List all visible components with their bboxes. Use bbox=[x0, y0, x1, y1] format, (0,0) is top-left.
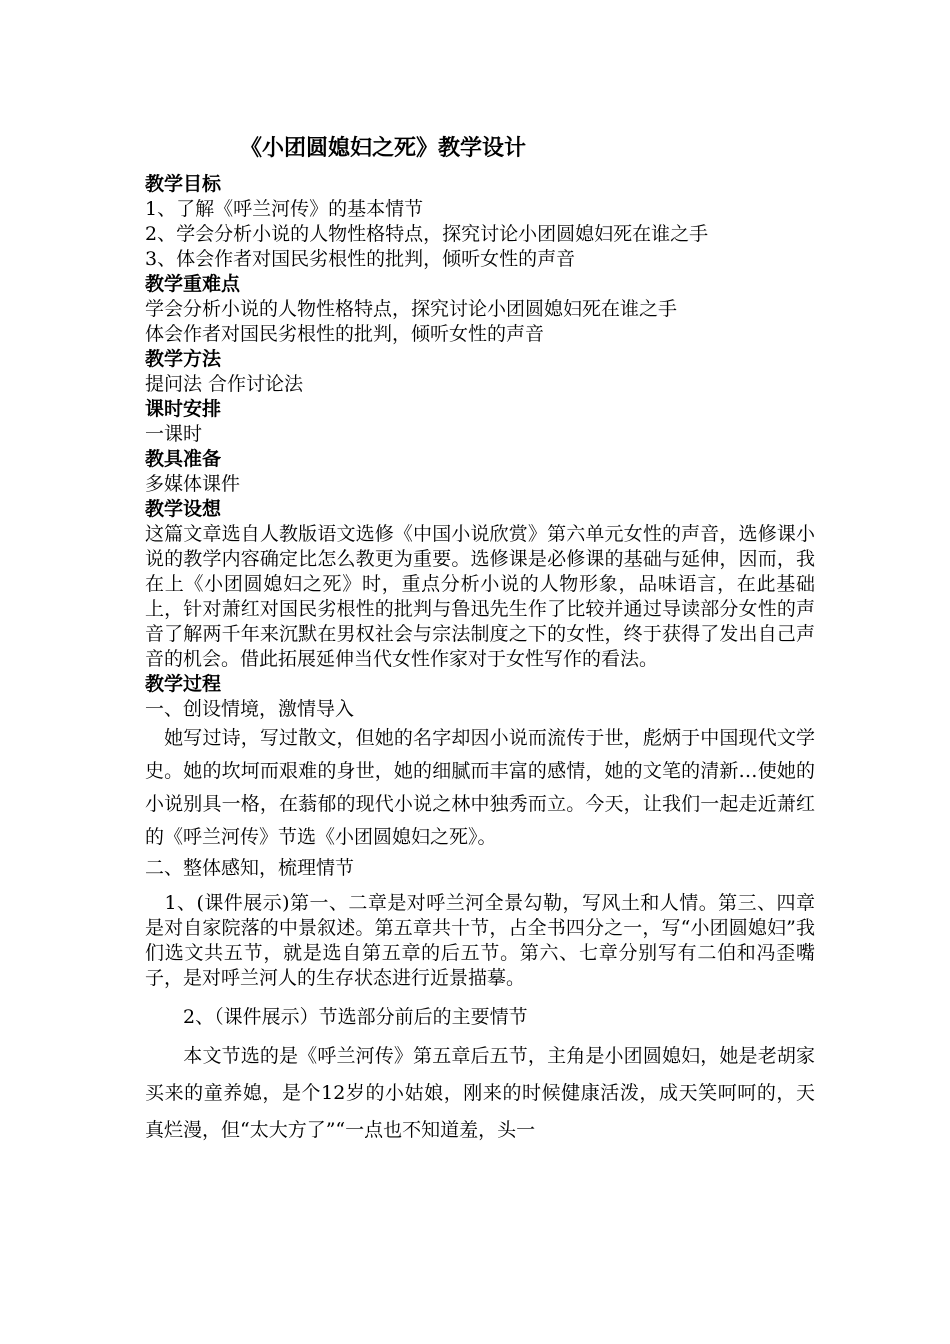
section-heading-concept: 教学设想 bbox=[145, 498, 222, 520]
section-heading-key-points: 教学重难点 bbox=[145, 273, 241, 295]
key-point-item: 体会作者对国民劣根性的批判，倾听女性的声音 bbox=[145, 323, 545, 345]
step1-paragraph: 她写过诗，写过散文，但她的名字却因小说而流传于世，彪炳于中国现代文学史。她的坎坷而艰难的身世，她的细腻而丰富的感情，她的文笔的清新…使她的小说别具一格，在蓊郁的现代小说之林中独秀而立。今天，让我们一起走近萧红的《呼兰河传》节选《小团圆媳妇之死》。 bbox=[145, 727, 815, 848]
key-point-item: 学会分析小说的人物性格特点，探究讨论小团圆媳妇死在谁之手 bbox=[145, 298, 678, 320]
page-title: 《小团圆媳妇之死》教学设计 bbox=[240, 136, 527, 161]
methods-text: 提问法 合作讨论法 bbox=[145, 373, 304, 395]
step2-item2: 2、（课件展示）节选部分前后的主要情节 bbox=[145, 1006, 528, 1028]
step2-item1: 1、(课件展示)第一、二章是对呼兰河全景勾勒，写风土和人情。第三、四章是对自家院落的中景叙述。第五章共十节，占全书四分之一，写“小团圆媳妇”我们选文共五节，就是选自第五章的后五节。第六、七章分别写有二伯和冯歪嘴子，是对呼兰河人的生存状态进行近景描摹。 bbox=[145, 892, 815, 989]
goal-item: 3、体会作者对国民劣根性的批判，倾听女性的声音 bbox=[145, 248, 576, 270]
step2-paragraph: 本文节选的是《呼兰河传》第五章后五节，主角是小团圆媳妇，她是老胡家买来的童养媳，是个12岁的小姑娘，刚来的时候健康活泼，成天笑呵呵的，天真烂漫，但“太大方了”“一点也不知道羞，头一 bbox=[145, 1045, 815, 1141]
section-heading-schedule: 课时安排 bbox=[145, 398, 222, 420]
goal-item: 2、学会分析小说的人物性格特点，探究讨论小团圆媳妇死在谁之手 bbox=[145, 223, 709, 245]
section-heading-methods: 教学方法 bbox=[145, 348, 222, 370]
section-heading-tools: 教具准备 bbox=[145, 448, 222, 470]
schedule-text: 一课时 bbox=[145, 423, 203, 445]
tools-text: 多媒体课件 bbox=[145, 473, 241, 495]
goal-item: 1、了解《呼兰河传》的基本情节 bbox=[145, 198, 424, 220]
step1-heading: 一、创设情境，激情导入 bbox=[145, 698, 355, 720]
section-heading-process: 教学过程 bbox=[145, 673, 222, 695]
concept-paragraph: 这篇文章选自人教版语文选修《中国小说欣赏》第六单元女性的声音，选修课小说的教学内容确定比怎么教更为重要。选修课是必修课的基础与延伸，因而，我在上《小团圆媳妇之死》时，重点分析小说的人物形象，品味语言，在此基础上，针对萧红对国民劣根性的批判与鲁迅先生作了比较并通过导读部分女性的声音了解两千年来沉默在男权社会与宗法制度之下的女性，终于获得了发出自己声音的机会。借此拓展延伸当代女性作家对于女性写作的看法。 bbox=[145, 523, 815, 670]
step2-heading: 二、整体感知，梳理情节 bbox=[145, 857, 355, 879]
document-body bbox=[145, 172, 815, 1149]
section-heading-goals: 教学目标 bbox=[145, 173, 222, 195]
